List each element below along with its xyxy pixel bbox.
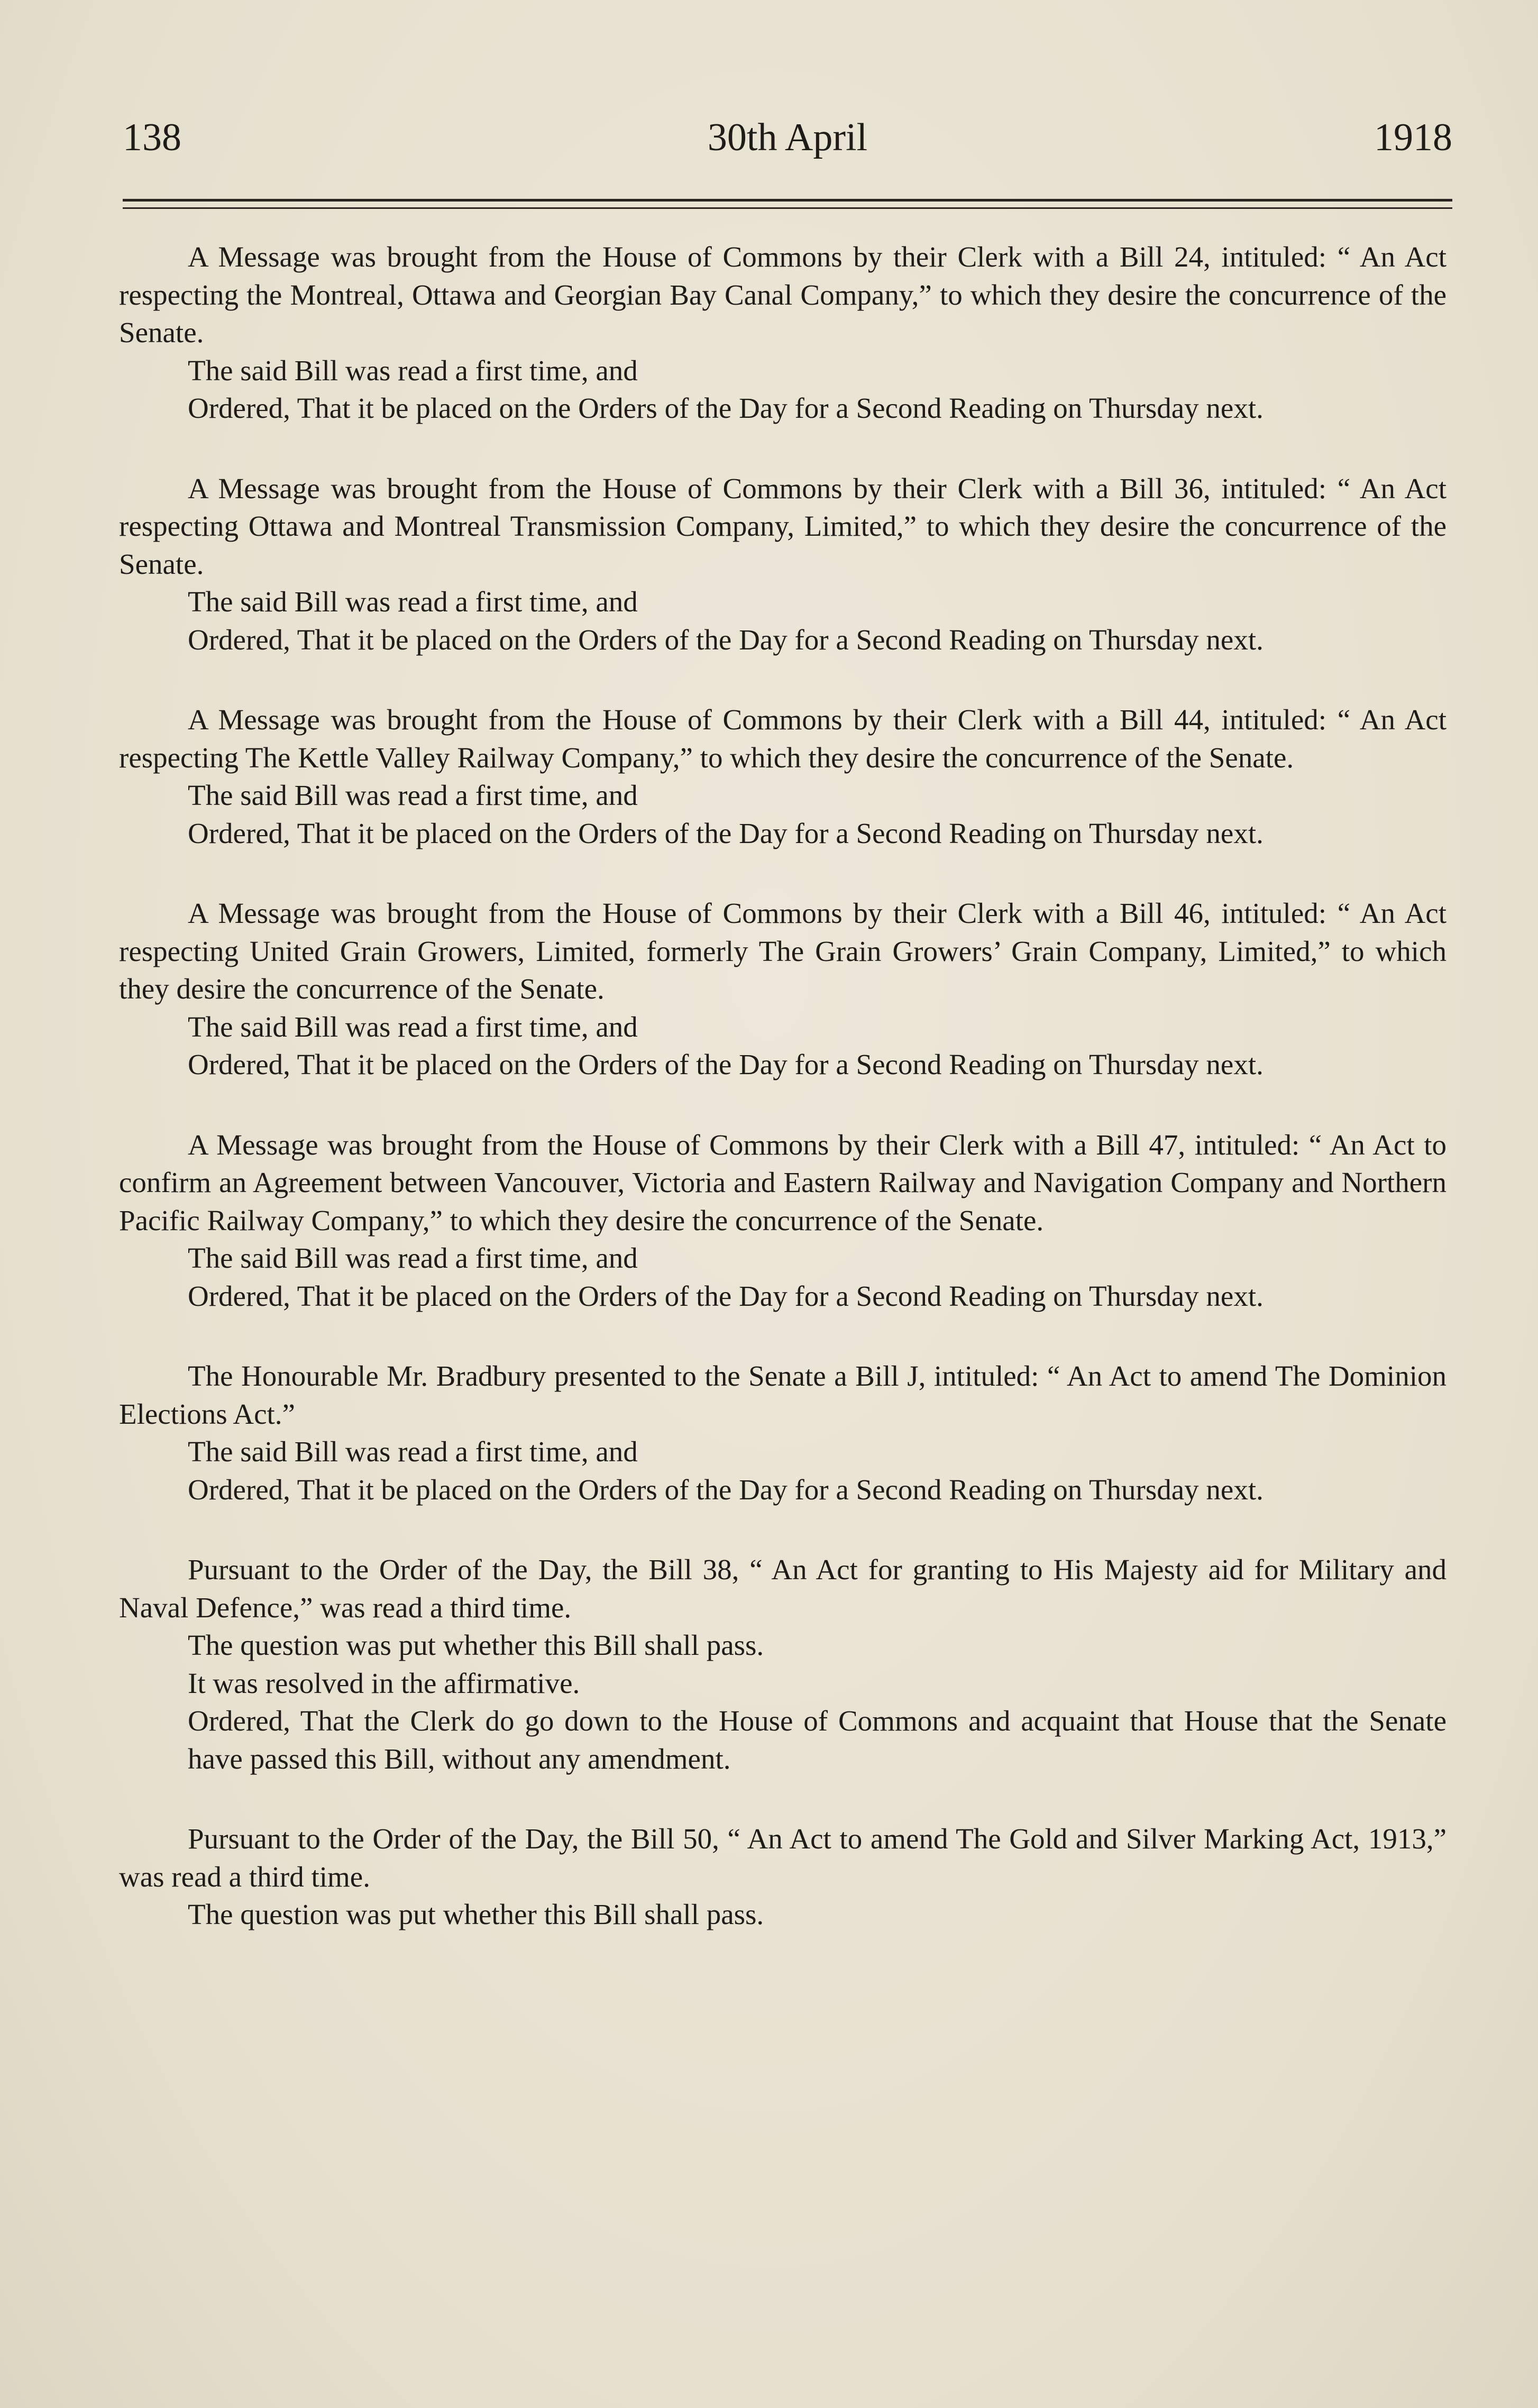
entry-paragraph: A Message was brought from the House of Commons by their Clerk with a Bill 47, intituled: “ An Act to confirm an Agreement between Vancouver, Victoria and Eastern Railway and Navigation Company and Northern Pacific Railway Company,” to which they desire the concurrence of the Senate.	[119, 1128, 1447, 1237]
journal-entry	[119, 238, 1447, 427]
page-year: 1918	[1374, 116, 1452, 159]
journal-entry	[119, 470, 1447, 659]
entry-subparagraph: The said Bill was read a first time, and	[188, 1010, 638, 1043]
journal-entry	[119, 1357, 1447, 1508]
header-rule-top	[123, 199, 1452, 202]
entry-subparagraph: Ordered, That it be placed on the Orders of the Day for a Second Reading on Thursday next.	[188, 1048, 1264, 1081]
page-number: 138	[123, 116, 181, 159]
entry-paragraph: A Message was brought from the House of Commons by their Clerk with a Bill 44, intituled: “ An Act respecting The Kettle Valley Railway Company,” to which they desire the concurrence of the Senate.	[119, 703, 1447, 774]
journal-entry	[119, 1551, 1447, 1778]
page-header	[123, 108, 1452, 167]
entry-paragraph: Pursuant to the Order of the Day, the Bill 38, “ An Act for granting to His Majesty aid for Military and Naval Defence,” was read a third time.	[119, 1553, 1447, 1624]
entry-subparagraph: The said Bill was read a first time, and	[188, 1435, 638, 1468]
entry-subparagraph: The said Bill was read a first time, and	[188, 585, 638, 618]
entry-subparagraph: Ordered, That it be placed on the Orders of the Day for a Second Reading on Thursday next.	[188, 817, 1264, 849]
entry-paragraph: Pursuant to the Order of the Day, the Bill 50, “ An Act to amend The Gold and Silver Marking Act, 1913,” was read a third time.	[119, 1823, 1447, 1893]
entry-subparagraph: Ordered, That it be placed on the Orders of the Day for a Second Reading on Thursday next.	[188, 392, 1264, 424]
journal-entry	[119, 701, 1447, 852]
entry-paragraph: A Message was brought from the House of Commons by their Clerk with a Bill 36, intituled: “ An Act respecting Ottawa and Montreal Transmission Company, Limited,” to which they desire the concurrence of the Senate.	[119, 472, 1447, 580]
entry-paragraph: A Message was brought from the House of Commons by their Clerk with a Bill 24, intituled: “ An Act respecting the Montreal, Ottawa and Georgian Bay Canal Company,” to which they desire the concurrence of the Senate.	[119, 241, 1447, 349]
entry-subparagraph: It was resolved in the affirmative.	[188, 1667, 580, 1699]
entry-subparagraph: Ordered, That it be placed on the Orders of the Day for a Second Reading on Thursday next.	[188, 1473, 1264, 1506]
page-date: 30th April	[707, 116, 868, 159]
header-rule-bottom	[123, 207, 1452, 209]
entry-paragraph: A Message was brought from the House of Commons by their Clerk with a Bill 46, intituled: “ An Act respecting United Grain Growers, Limited, formerly The Grain Growers’ Grain Company, Limited,” to which they desire the concurrence of the Senate.	[119, 897, 1447, 1005]
entry-subparagraph: The said Bill was read a first time, and	[188, 354, 638, 387]
journal-entry	[119, 1126, 1447, 1315]
journal-body	[119, 238, 1447, 1976]
journal-entry	[119, 894, 1447, 1084]
entry-paragraph: The Honourable Mr. Bradbury presented to the Senate a Bill J, intituled: “ An Act to amend The Dominion Elections Act.”	[119, 1360, 1447, 1430]
entry-subparagraph: The said Bill was read a first time, and	[188, 1242, 638, 1274]
entry-subparagraph: The said Bill was read a first time, and	[188, 779, 638, 811]
entry-subparagraph: The question was put whether this Bill shall pass.	[188, 1898, 764, 1930]
journal-entry	[119, 1820, 1447, 1934]
entry-subparagraph: Ordered, That the Clerk do go down to the House of Commons and acquaint that House that the Senate have passed this Bill, without any amendment.	[188, 1705, 1447, 1775]
entry-subparagraph: The question was put whether this Bill shall pass.	[188, 1629, 764, 1661]
entry-subparagraph: Ordered, That it be placed on the Orders of the Day for a Second Reading on Thursday next.	[188, 1279, 1264, 1312]
entry-subparagraph: Ordered, That it be placed on the Orders of the Day for a Second Reading on Thursday next.	[188, 623, 1264, 656]
